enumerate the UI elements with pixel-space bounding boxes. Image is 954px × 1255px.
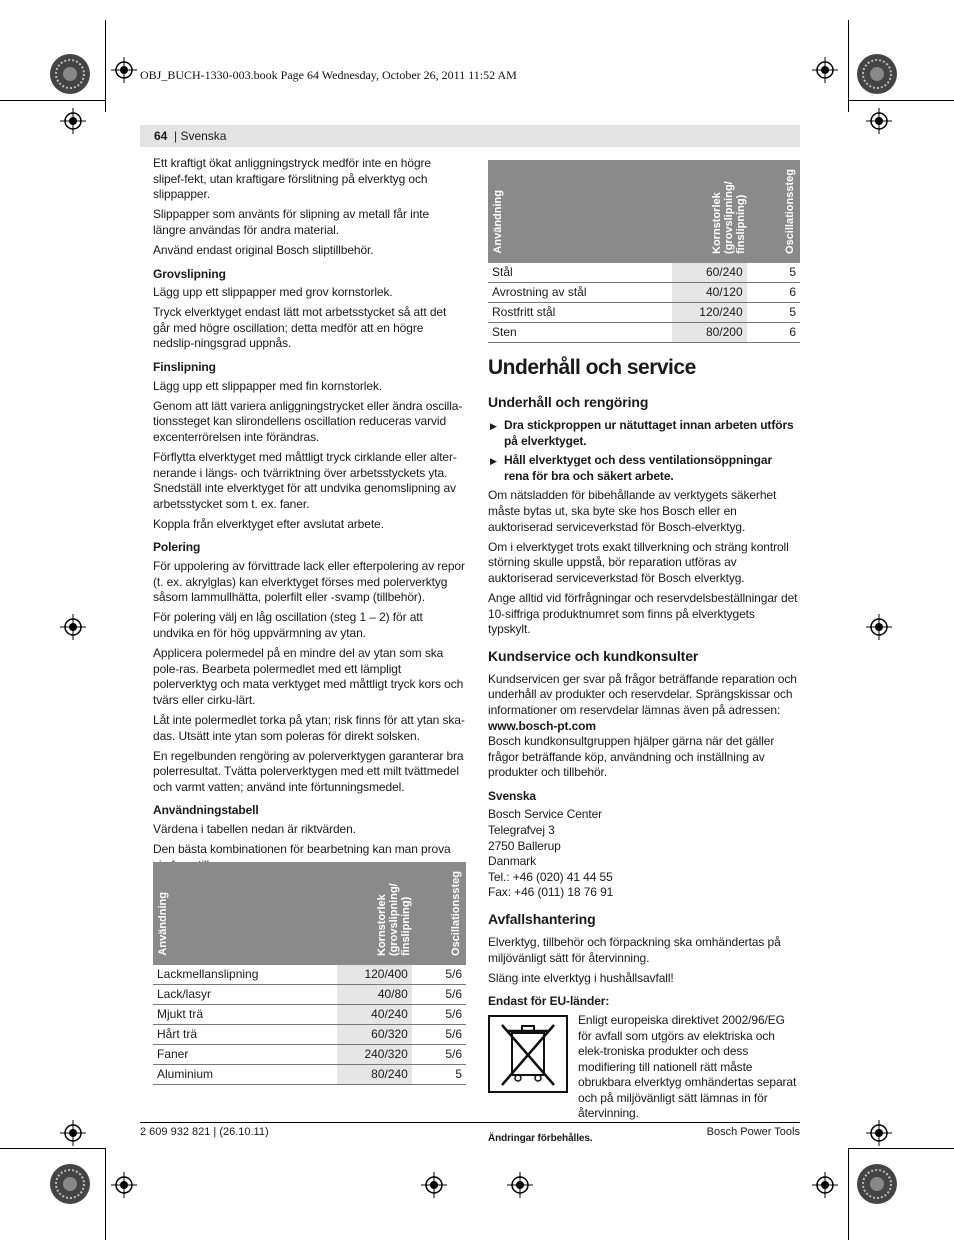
- cell-grit: 60/320: [337, 1025, 412, 1045]
- paragraph: Applicera polermedel på en mindre del av ytan som ska pole-ras. Bearbeta polermedlet med ett lämpligt polerverktyg och mata verktyget med måttligt tryck kors och tvärs eller cirku-lärt.: [153, 646, 464, 707]
- website-link[interactable]: www.bosch-pt.com: [488, 718, 596, 733]
- table-row: [153, 1065, 466, 1085]
- cell-application: Lackmellanslipning: [153, 965, 337, 985]
- registration-mark-icon: [812, 57, 838, 83]
- registration-mark-icon: [60, 614, 86, 640]
- address-line: 2750 Ballerup: [488, 838, 561, 853]
- trim-line: [848, 1148, 849, 1240]
- table-row: [153, 965, 466, 985]
- table-row: [153, 1005, 466, 1025]
- cell-application: Avrostning av stål: [488, 283, 672, 303]
- paragraph: En regelbunden rengöring av polerverktygen garanterar bra polerresultat. Tvätta polerverktygen med ett milt tvättmedel och varmt vatten; använd inte förtunningsmedel.: [153, 748, 464, 794]
- bullet-item: ▶ Dra stickproppen ur nätuttaget innan arbeten utförs på elverktyget.: [490, 418, 794, 448]
- paragraph: Koppla från elverktyget efter avslutat arbete.: [153, 516, 384, 531]
- section-heading: Svenska: [488, 788, 537, 803]
- application-table: [488, 160, 800, 343]
- footer-brand: Bosch Power Tools: [706, 1126, 800, 1138]
- table-row: [488, 263, 800, 283]
- bullet-arrow-icon: ▶: [490, 456, 497, 467]
- cell-grit: 40/240: [337, 1005, 412, 1025]
- cell-application: Sten: [488, 323, 672, 343]
- paragraph: Använd endast original Bosch sliptillbehör.: [153, 242, 374, 257]
- cell-grit: 40/120: [672, 283, 747, 303]
- table-header-osc: Oscillationssteg: [412, 862, 466, 965]
- cell-application: Hårt trä: [153, 1025, 337, 1045]
- trim-line: [848, 20, 849, 112]
- paragraph: Förflytta elverktyget med måttligt tryck cirklande eller alter-nerande i längs- och tvärriktning över arbetsstyckets yta. Snedställ inte elverktyget för att undvika genomslipning av arbetsstycket som t. ex. faner.: [153, 450, 457, 511]
- color-target-icon: [855, 1162, 899, 1206]
- paragraph: Kundservicen ger svar på frågor beträffande reparation och underhåll av produkter och reservdelar. Sprängskissar och informationer om reservdelar lämnas även på adressen:: [488, 671, 797, 717]
- registration-mark-icon: [111, 1172, 137, 1198]
- application-table: [153, 862, 466, 1085]
- registration-mark-icon: [111, 57, 137, 83]
- section-title: Underhåll och service: [488, 356, 696, 379]
- registration-mark-icon: [866, 108, 892, 134]
- paragraph: Lägg upp ett slippapper med fin kornstorlek.: [153, 378, 383, 393]
- paragraph: Ange alltid vid förfrågningar och reservdelsbeställningar det 10-siffriga produktnumret som finns på elverktygets typskylt.: [488, 590, 798, 637]
- trim-line: [0, 1148, 105, 1149]
- paragraph: Lägg upp ett slippapper med grov kornstorlek.: [153, 285, 393, 300]
- weee-bin-icon: [488, 1015, 568, 1093]
- cell-grit: 80/200: [672, 323, 747, 343]
- table-row: [153, 1045, 466, 1065]
- paragraph: Släng inte elverktyg i hushållsavfall!: [488, 970, 674, 985]
- bullet-item: ▶ Håll elverktyget och dess ventilationsöppningar rena för bra och säkert arbete.: [490, 453, 773, 483]
- table-header-grit: Kornstorlek (grovslipning/ finslipning): [672, 160, 747, 263]
- section-heading: Endast för EU-länder:: [488, 994, 610, 1009]
- bullet-arrow-icon: ▶: [490, 421, 497, 431]
- color-target-icon: [855, 52, 899, 96]
- paragraph: Slippapper som använts för slipning av metall får inte längre användas för andra material.: [153, 207, 430, 237]
- trim-line: [105, 1148, 106, 1240]
- color-target-icon: [48, 52, 92, 96]
- cell-oscillation: 5/6: [412, 1005, 466, 1025]
- cell-application: Lack/lasyr: [153, 985, 337, 1005]
- cell-application: Stål: [488, 263, 672, 283]
- paragraph: Genom att lätt variera anliggningstrycket eller ändra oscilla-tionssteget kan slirondellens oscillation reduceras varvid excenterrörelsen inte förändras.: [153, 398, 463, 444]
- cell-oscillation: 5/6: [412, 1045, 466, 1065]
- table-row: [153, 985, 466, 1005]
- cell-oscillation: 6: [747, 283, 800, 303]
- subsection-heading: Avfallshantering: [488, 911, 596, 928]
- registration-mark-icon: [507, 1172, 533, 1198]
- table-header-grit: Kornstorlek (grovslipning/ finslipning): [337, 862, 412, 965]
- paragraph: För polering välj en låg oscillation (steg 1 – 2) för att undvika en för hög uppvärmning av ytan.: [153, 610, 423, 640]
- changes-note: Ändringar förbehålles.: [488, 1132, 593, 1144]
- cell-oscillation: 6: [747, 323, 800, 343]
- paragraph: Om i elverktyget trots exakt tillverkning och sträng kontroll störning skulle uppstå, bör reparation utföras av auktoriserad serviceverkstad för Bosch elverktyg.: [488, 539, 789, 585]
- paragraph: Värdena i tabellen nedan är riktvärden.: [153, 821, 356, 836]
- registration-mark-icon: [812, 1172, 838, 1198]
- registration-mark-icon: [60, 108, 86, 134]
- cell-grit: 60/240: [672, 263, 747, 283]
- paragraph: Om nätsladden för bibehållande av verktygets säkerhet måste bytas ut, ska byte ske hos Bosch eller en auktoriserad serviceverkstad för Bosch-elverktyg.: [488, 488, 777, 534]
- paragraph: Tryck elverktyget endast lätt mot arbetsstycket så att det går med högre oscillation; detta medför att en högre nedslip-ningsgrad uppnås.: [153, 305, 447, 351]
- cell-oscillation: 5: [412, 1065, 466, 1085]
- address-line: Telegrafvej 3: [488, 823, 555, 838]
- cell-application: Aluminium: [153, 1065, 337, 1085]
- cell-oscillation: 5: [747, 303, 800, 323]
- address-line: Danmark: [488, 854, 536, 869]
- page-language: | Svenska: [174, 129, 227, 143]
- page-header-bar: [140, 125, 800, 147]
- registration-mark-icon: [60, 1120, 86, 1146]
- registration-mark-icon: [866, 1120, 892, 1146]
- registration-mark-icon: [421, 1172, 447, 1198]
- eu-directive-text: Enligt europeiska direktivet 2002/96/EG för avfall som utgörs av elektriska och elek-troniska produkter och dess modifiering till nationell rätt måste obrukbara elverktyg omhändertas separat och på miljövänligt sätt lämnas in för återvinning.: [578, 1012, 797, 1121]
- paragraph: Ett kraftigt ökat anliggningstryck medför inte en högre slipef-fekt, utan kraftigare förslitning på elverktyg och slippapper.: [153, 156, 431, 202]
- table-row: [153, 1025, 466, 1045]
- footer-doc-number: 2 609 932 821 | (26.10.11): [140, 1126, 269, 1138]
- cell-grit: 120/240: [672, 303, 747, 323]
- cell-grit: 40/80: [337, 985, 412, 1005]
- cell-application: Rostfritt stål: [488, 303, 672, 323]
- cell-grit: 240/320: [337, 1045, 412, 1065]
- trim-line: [849, 1148, 954, 1149]
- paragraph: Låt inte polermedlet torka på ytan; risk finns för att ytan ska-das. Utsätt inte ytan som poleras för direkt solsken.: [153, 712, 465, 743]
- table-row: [488, 323, 800, 343]
- section-heading: Finslipning: [153, 360, 216, 375]
- address-line: Bosch Service Center: [488, 807, 603, 822]
- footer-rule: [140, 1122, 800, 1123]
- cell-application: Faner: [153, 1045, 337, 1065]
- file-info-line: OBJ_BUCH-1330-003.book Page 64 Wednesday, October 26, 2011 11:52 AM: [140, 68, 517, 82]
- section-heading: Polering: [153, 540, 201, 555]
- phone-line: Tel.: +46 (020) 41 44 55: [488, 869, 613, 884]
- paragraph: Bosch kundkonsultgruppen hjälper gärna när det gäller frågor beträffande köp, användning och inställning av produkter och tillbehör.: [488, 734, 775, 780]
- table-header-use: Användning: [153, 862, 337, 965]
- table-header-use: Användning: [488, 160, 672, 263]
- cell-grit: 120/400: [337, 965, 412, 985]
- table-header-osc: Oscillationssteg: [747, 160, 800, 263]
- color-target-icon: [48, 1162, 92, 1206]
- eu-disposal-block: [488, 1012, 800, 1121]
- section-heading: Användningstabell: [153, 803, 259, 818]
- subsection-heading: Underhåll och rengöring: [488, 394, 649, 410]
- right-column: [488, 356, 800, 1147]
- cell-grit: 80/240: [337, 1065, 412, 1085]
- left-column: [153, 156, 465, 878]
- paragraph: Den bästa kombinationen för bearbetning kan man prova: [153, 842, 451, 857]
- subsection-heading: Kundservice och kundkonsulter: [488, 647, 699, 664]
- cell-oscillation: 5: [747, 263, 800, 283]
- cell-oscillation: 5/6: [412, 985, 466, 1005]
- cell-application: Mjukt trä: [153, 1005, 337, 1025]
- trim-line: [849, 100, 954, 101]
- trim-line: [0, 100, 105, 101]
- paragraph: För uppolering av förvittrade lack eller efterpolering av repor (t. ex. akrylglas) kan elverktyget förses med polerverktyg såsom lammullhätta, polerfilt eller -svamp (tillbehör).: [153, 559, 465, 605]
- fax-line: Fax: +46 (011) 18 76 91: [488, 885, 614, 900]
- cell-oscillation: 5/6: [412, 1025, 466, 1045]
- registration-mark-icon: [866, 614, 892, 640]
- paragraph: Elverktyg, tillbehör och förpackning ska omhändertas på miljövänligt sätt för återvinning.: [488, 935, 781, 965]
- section-heading: Grovslipning: [153, 266, 226, 281]
- cell-oscillation: 5/6: [412, 965, 466, 985]
- table-row: [488, 303, 800, 323]
- table-row: [488, 283, 800, 303]
- trim-line: [105, 20, 106, 112]
- page-number: 64: [154, 129, 168, 143]
